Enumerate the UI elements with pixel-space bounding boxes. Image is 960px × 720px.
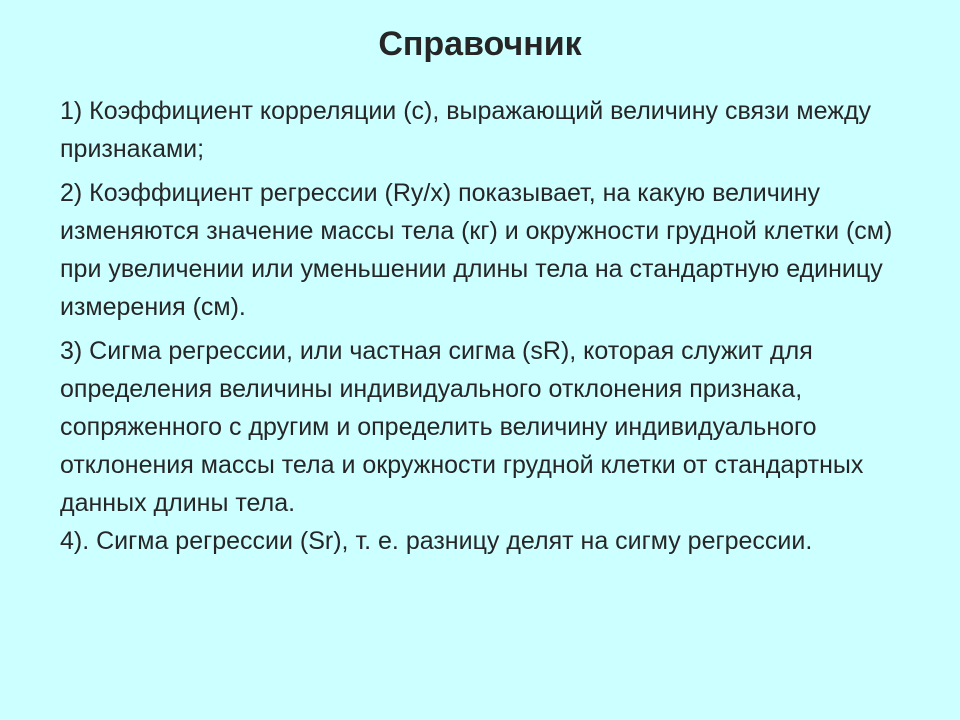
paragraph-correlation: 1) Коэффициент корреляции (с), выражающий величину связи между признаками; (60, 97, 872, 163)
slide-title: Справочник (378, 25, 582, 63)
slide-body (60, 92, 920, 560)
paragraph-sigma-division: 4). Сигма регрессии (Sr), т. е. разницу делят на сигму регрессии. (60, 527, 813, 555)
paragraph-regression-coefficient: 2) Коэффициент регрессии (Ry/x) показывает, на какую величину изменяются значение массы тела (кг) и окружности грудной клетки (см) при увеличении или уменьшении длины тела на стандартную единицу измерения (см). (60, 179, 893, 321)
paragraph-regression-sigma: 3) Сигма регрессии, или частная сигма (sR), которая служит для определения величины индивидуального отклонения признака, сопряженного с другим и определить величину индивидуального отклонения массы тела и окружности грудной клетки от стандартных данных длины тела. (60, 337, 864, 517)
